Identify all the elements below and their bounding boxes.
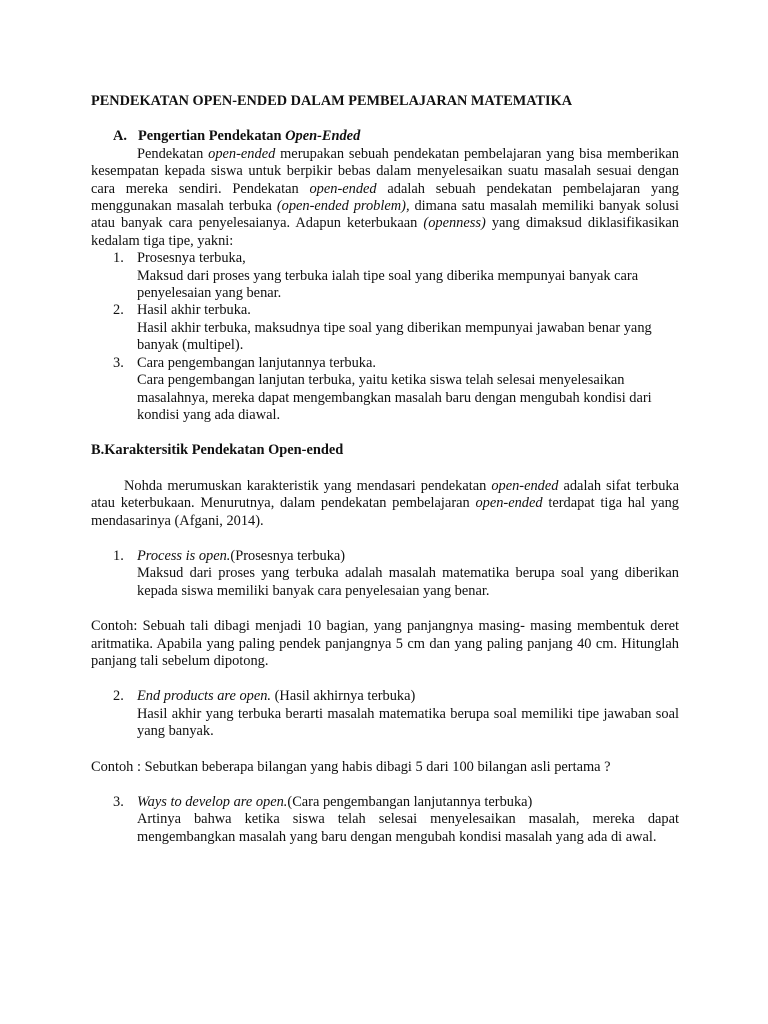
text-run: merupakan sebuah pendekatan pembelajaran yang bisa memberikan kesempatan kepada siswa untuk berpikir bebas dalam menyelesaikan suatu masalah sesuai dengan cara mereka sendiri. Pendekatan [91,145,679,197]
list-item-desc: Maksud dari proses yang terbuka adalah masalah matematika berupa soal yang diberikan kepada siswa memiliki banyak cara penyelesaian yang benar. [137,565,679,599]
section-b-heading: B.Karaktersitik Pendekatan Open-ended [91,442,344,459]
list-number: 3. [113,354,124,371]
list-item-title: Prosesnya terbuka, [137,250,246,267]
list-number: 1. [113,250,124,267]
spacer [91,741,679,759]
text-run-italic: open-ended [475,495,543,512]
section-a-letter: A. [113,128,127,145]
list-item-title: Hasil akhir terbuka. [137,302,251,319]
text-run-italic: Ways to develop are open. [137,794,288,810]
list-item [91,794,679,846]
text-run: adalah sebuah pendekatan pembelajaran yang menggunakan masalah terbuka [91,180,679,215]
spacer [91,670,679,688]
spacer [91,530,679,548]
section-a-heading-text: Pengertian Pendekatan [138,128,286,145]
text-run: terdapat tiga hal yang mendasarinya (Afgani, 2014). [91,495,679,529]
list-item [91,548,679,600]
list-number: 1. [113,547,124,564]
list-item [91,688,679,740]
list-item [91,355,679,425]
text-run-italic: Process is open. [137,547,231,564]
list-item-desc: Maksud dari proses yang terbuka ialah tipe soal yang diberika mempunyai banyak cara penyelesaian yang benar. [137,267,639,302]
example-1: Contoh: Sebuah tali dibagi menjadi 10 bagian, yang panjangnya masing- masing membentuk deret aritmatika. Apabila yang paling pendek panjangnya 5 cm dan yang paling panjang 40 cm. Hitunglah panjang tali sebelum dipotong. [91,618,679,669]
list-item [91,302,679,354]
list-item-title [137,548,679,565]
list-number: 2. [113,688,124,705]
list-item-desc: Cara pengembangan lanjutan terbuka, yaitu ketika siswa telah selesai menyelesaikan masalahnya, mereka dapat mengembangkan masalah baru dengan mengubah kondisi dari kondisi yang ada diawal. [137,372,652,423]
list-item-desc: Artinya bahwa ketika siswa telah selesai menyelesaikan masalah, mereka dapat mengembangkan masalah yang baru dengan mengubah kondisi masalah yang ada di awal. [137,811,679,845]
spacer [91,460,679,478]
list-item-title [137,794,679,811]
text-run: dimana satu masalah memiliki banyak solusi atau banyak cara penyelesaianya. Adapun keterbukaan [91,198,679,232]
document-body [91,93,679,846]
list-item-title: Cara pengembangan lanjutannya terbuka. [137,354,376,371]
text-run: yang dimaksud diklasifikasikan kedalam tiga tipe, yakni: [91,215,679,249]
list-item-desc: Hasil akhir yang terbuka berarti masalah matematika berupa soal memiliki tipe jawaban soal yang banyak. [137,705,679,740]
text-run: (Hasil akhirnya terbuka) [271,688,416,705]
text-run-italic: (open-ended problem), [276,198,410,215]
text-run-italic: End products are open. [137,688,272,705]
list-item-desc: Hasil akhir terbuka, maksudnya tipe soal yang diberikan mempunyai jawaban benar yang banyak (multipel). [137,319,652,354]
text-run: adalah sifat terbuka atau keterbukaan. Menurutnya, dalam pendekatan pembelajaran [91,477,679,512]
text-run: (Prosesnya terbuka) [230,547,346,564]
text-run-italic: open-ended [309,180,377,197]
section-b-intro [91,478,679,530]
text-run: Pendekatan [137,145,209,162]
list-item [91,250,679,302]
section-a-heading [91,128,679,145]
section-a-list [91,250,679,424]
spacer [91,776,679,794]
section-a-heading-emphasis: Open-Ended [285,128,361,145]
list-number: 3. [113,794,124,810]
section-a-paragraph [91,146,679,250]
text-run: (Cara pengembangan lanjutannya terbuka) [287,794,533,810]
text-run-italic: open-ended [208,145,276,162]
document-title: PENDEKATAN OPEN-ENDED DALAM PEMBELAJARAN MATEMATIKA [91,93,573,109]
example-2: Contoh : Sebutkan beberapa bilangan yang habis dibagi 5 dari 100 bilangan asli pertama ? [91,758,611,775]
list-item-title [137,688,679,705]
text-run-italic: (openness) [423,215,486,232]
list-number: 2. [113,302,124,319]
text-run: Nohda merumuskan karakteristik yang mendasari pendekatan [124,477,492,494]
spacer [91,600,679,618]
text-run-italic: open-ended [491,477,559,494]
